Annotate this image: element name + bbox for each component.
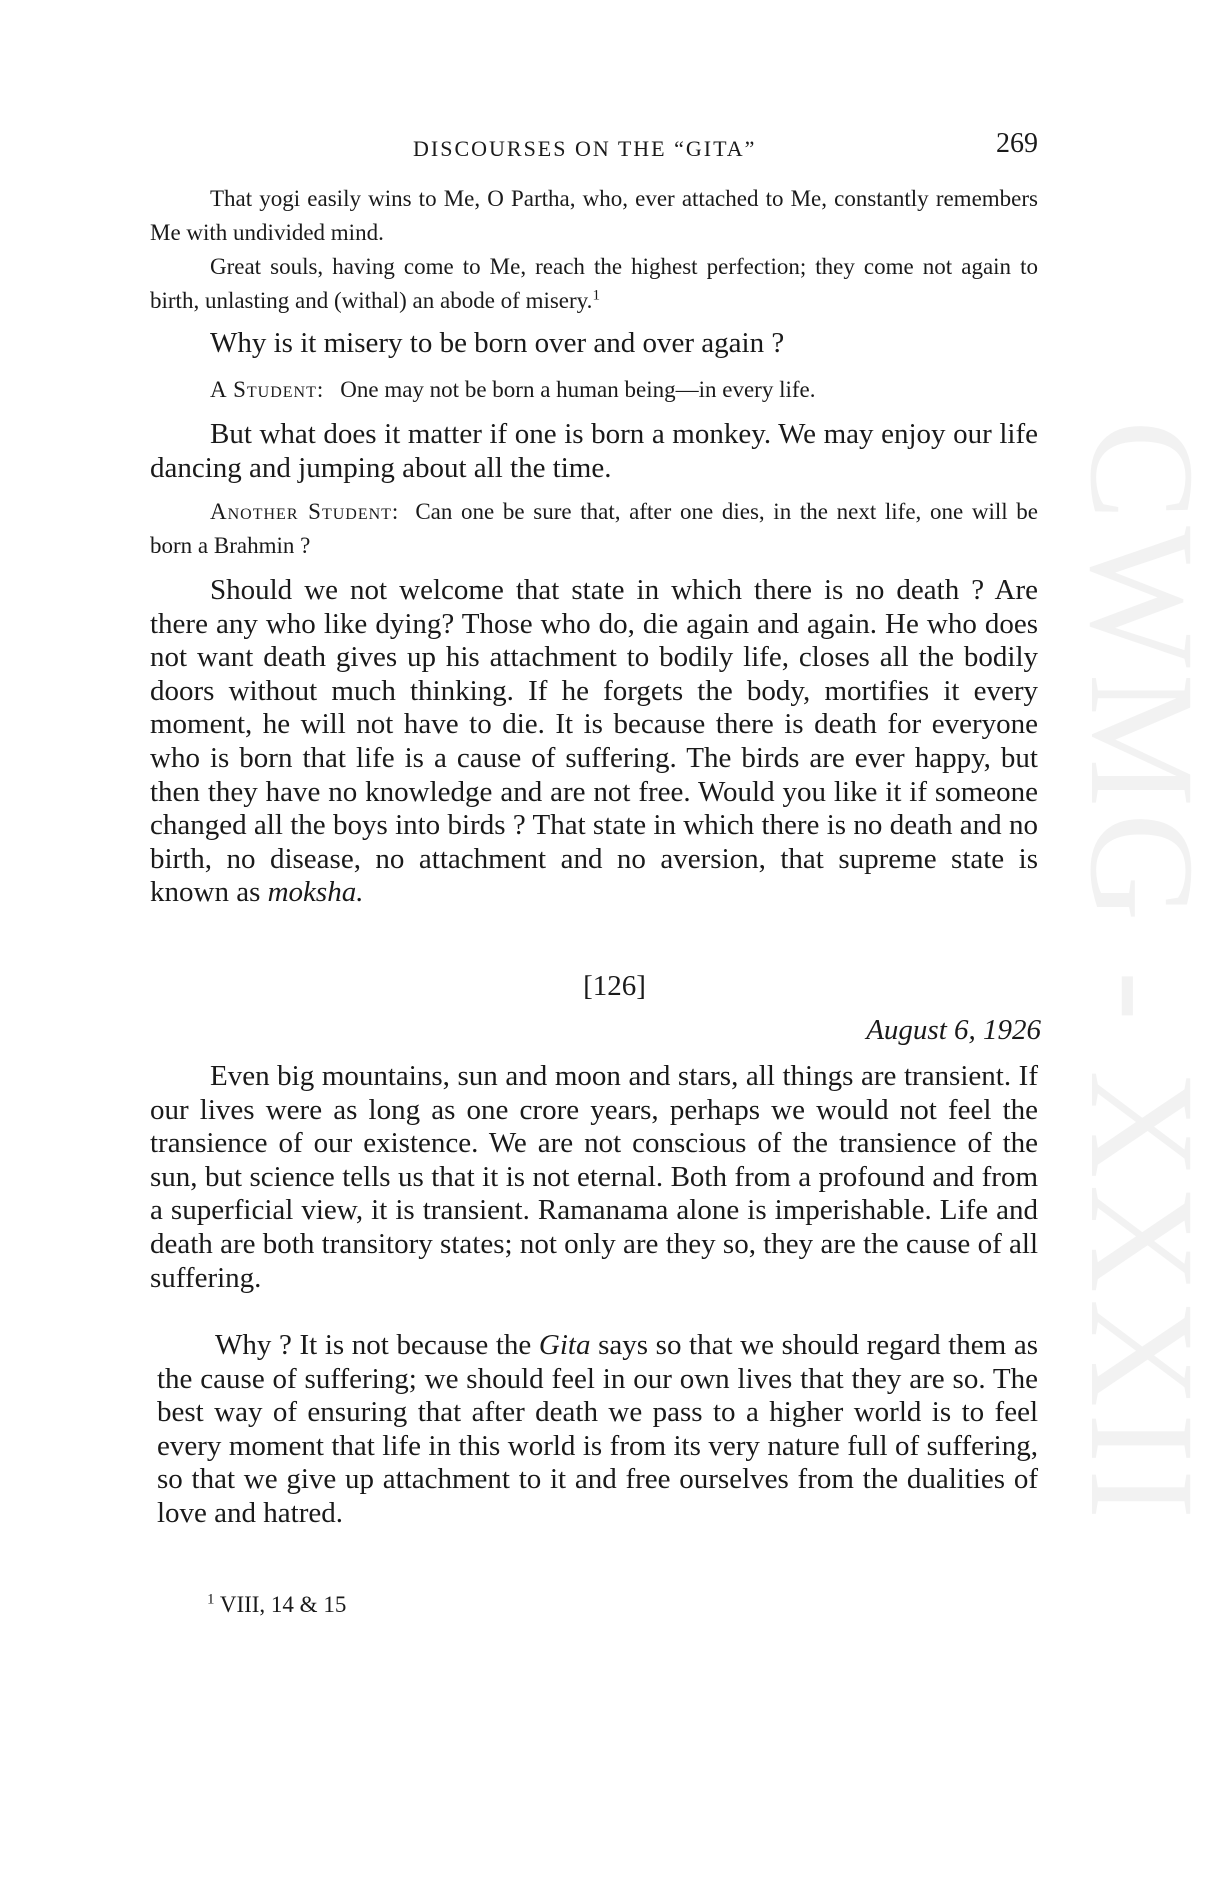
student-remark-1: A Student: One may not be born a human being—in every life. [210,377,816,402]
page-number: 269 [996,128,1038,159]
paragraph-transience: Even big mountains, sun and moon and stars, all things are transient. If our lives were as long as one crore years, perhaps we would not feel the transience of our existence. We are not conscious of the transience of the sun, but science tells us that it is not eternal. Both from a profound and from a superficial view, it is transient. Ramanama alone is imperishable. Life and death are both transitory states; not only are they so, they are the cause of all suffering. [150,1060,1038,1294]
reply-monkey: But what does it matter if one is born a monkey. We may enjoy our life dancing and jumping about all the time. [150,418,1038,484]
footnote-ref: 1 [592,287,600,304]
page-header [150,128,1038,168]
gita-term: Gita [538,1329,591,1361]
watermark-text: CWMG - XXXII [1059,420,1225,1526]
footnote [207,1592,346,1618]
gita-verse-1: That yogi easily wins to Me, O Partha, who, ever attached to Me, constantly remembers Me with undivided mind. [150,186,1038,245]
section-number: [126] [583,970,646,1002]
footnote-text: VIII, 14 & 15 [219,1592,347,1617]
student-remark-2: Another Student: Can one be sure that, after one dies, in the next life, one will be born a Brahmin ? [150,499,1038,558]
section-date: August 6, 1926 [866,1014,1041,1046]
running-head: DISCOURSES ON THE “GITA” [413,136,757,161]
moksha-term: moksha. [267,876,364,909]
paragraph-why: Why ? It is not because the Gita says so that we should regard them as the cause of suffering; we should feel in our own lives that they are so. The best way of ensuring that after death we pass to a higher world is to feel every moment that life in this world is from its very nature full of suffering, so that we give up attachment to it and free ourselves from the dualities of love and hatred. [157,1329,1039,1529]
speaker-label: Another Student: [210,499,400,524]
footnote-marker: 1 [207,1591,215,1608]
speaker-label: A Student: [210,377,325,402]
reply-moksha: Should we not welcome that state in which there is no death ? Are there any who like dying? Those who do, die again and again. He who does not want death gives up his attachment to bodily life, closes all the bodily doors without much thinking. If he forgets the body, mortifies it every moment, he will not have to die. It is because there is death for everyone who is born that life is a cause of suffering. The birds are ever happy, but then they have no knowledge and are not free. Would you like it if someone changed all the boys into birds ? That state in which there is no death and no birth, no disease, no attachment and no aversion, that supreme state is known as moksha. [150,574,1038,909]
gita-verse-2: Great souls, having come to Me, reach the highest perfection; they come not again to birth, unlasting and (withal) an abode of misery.$^1$ [150,254,1038,313]
question-misery: Why is it misery to be born over and over again ? [210,327,785,359]
